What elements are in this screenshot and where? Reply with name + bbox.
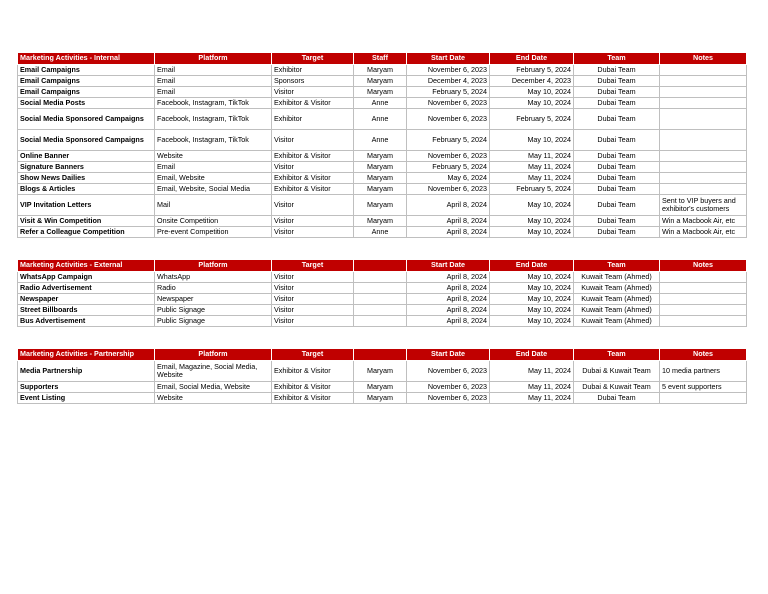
cell-start-date[interactable]: November 6, 2023 [407,382,490,393]
cell-end-date[interactable]: May 10, 2024 [490,87,574,98]
cell-activity[interactable]: Online Banner [18,151,155,162]
cell-end-date[interactable]: May 10, 2024 [490,294,574,305]
cell-target[interactable]: Exhibitor & Visitor [272,382,354,393]
table-row [18,109,747,130]
cell-notes[interactable] [660,316,747,327]
cell-staff[interactable]: Maryam [354,382,407,393]
cell-target[interactable]: Visitor [272,294,354,305]
cell-target[interactable]: Visitor [272,227,354,238]
cell-activity[interactable]: Refer a Colleague Competition [18,227,155,238]
table-row [18,173,747,184]
cell-start-date[interactable]: November 6, 2023 [407,65,490,76]
cell-start-date[interactable]: November 6, 2023 [407,393,490,404]
cell-start-date[interactable]: November 6, 2023 [407,184,490,195]
cell-target[interactable]: Visitor [272,305,354,316]
cell-staff[interactable]: Maryam [354,361,407,382]
cell-activity[interactable]: Visit & Win Competition [18,216,155,227]
internal-activities-table [17,52,747,238]
cell-start-date[interactable]: April 8, 2024 [407,305,490,316]
cell-start-date[interactable]: December 4, 2023 [407,76,490,87]
column-header-notes[interactable]: Notes [660,53,747,65]
column-header-team[interactable]: Team [574,53,660,65]
column-header-start-date[interactable]: Start Date [407,260,490,272]
cell-notes[interactable]: Win a Macbook Air, etc [660,227,747,238]
table-row [18,87,747,98]
cell-platform[interactable]: Email [155,65,272,76]
cell-platform[interactable]: WhatsApp [155,272,272,283]
cell-target[interactable]: Exhibitor & Visitor [272,184,354,195]
cell-platform[interactable]: Email [155,162,272,173]
cell-activity[interactable]: Show News Dailies [18,173,155,184]
cell-notes[interactable] [660,65,747,76]
cell-platform[interactable]: Pre-event Competition [155,227,272,238]
column-header-staff[interactable] [354,349,407,361]
cell-staff[interactable]: Maryam [354,65,407,76]
table-row [18,227,747,238]
cell-start-date[interactable]: April 8, 2024 [407,216,490,227]
table-row [18,216,747,227]
cell-team[interactable]: Dubai Team [574,76,660,87]
cell-platform[interactable]: Mail [155,195,272,216]
header-row [18,349,747,361]
cell-target[interactable]: Exhibitor & Visitor [272,173,354,184]
cell-team[interactable]: Kuwait Team (Ahmed) [574,294,660,305]
cell-target[interactable]: Visitor [272,130,354,151]
cell-platform[interactable]: Website [155,151,272,162]
cell-activity[interactable]: Radio Advertisement [18,283,155,294]
cell-target[interactable]: Sponsors [272,76,354,87]
header-row [18,53,747,65]
spacer [17,238,746,259]
cell-team[interactable]: Dubai Team [574,216,660,227]
cell-start-date[interactable]: April 8, 2024 [407,283,490,294]
cell-target[interactable]: Exhibitor [272,65,354,76]
column-header-activity[interactable]: Marketing Activities - Partnership [18,349,155,361]
column-header-end-date[interactable]: End Date [490,53,574,65]
cell-staff[interactable]: Maryam [354,76,407,87]
cell-end-date[interactable]: May 11, 2024 [490,393,574,404]
cell-notes[interactable] [660,130,747,151]
column-header-staff[interactable] [354,260,407,272]
column-header-notes[interactable]: Notes [660,260,747,272]
cell-notes[interactable] [660,173,747,184]
column-header-team[interactable]: Team [574,349,660,361]
cell-start-date[interactable]: February 5, 2024 [407,130,490,151]
cell-staff[interactable]: Anne [354,109,407,130]
table-row [18,65,747,76]
cell-platform[interactable]: Email [155,87,272,98]
cell-notes[interactable] [660,87,747,98]
column-header-team[interactable]: Team [574,260,660,272]
cell-notes[interactable] [660,393,747,404]
cell-start-date[interactable]: April 8, 2024 [407,272,490,283]
cell-start-date[interactable]: April 8, 2024 [407,227,490,238]
cell-target[interactable]: Exhibitor [272,109,354,130]
cell-platform[interactable]: Facebook, Instagram, TikTok [155,130,272,151]
cell-platform[interactable]: Email [155,76,272,87]
cell-notes[interactable] [660,109,747,130]
cell-notes[interactable] [660,162,747,173]
column-header-start-date[interactable]: Start Date [407,53,490,65]
column-header-platform[interactable]: Platform [155,260,272,272]
cell-end-date[interactable]: May 11, 2024 [490,173,574,184]
column-header-notes[interactable]: Notes [660,349,747,361]
column-header-start-date[interactable]: Start Date [407,349,490,361]
cell-target[interactable]: Exhibitor & Visitor [272,361,354,382]
cell-notes[interactable] [660,76,747,87]
cell-platform[interactable]: Newspaper [155,294,272,305]
cell-end-date[interactable]: May 10, 2024 [490,130,574,151]
cell-end-date[interactable]: May 10, 2024 [490,195,574,216]
cell-target[interactable]: Visitor [272,216,354,227]
cell-activity[interactable]: Street Billboards [18,305,155,316]
cell-end-date[interactable]: May 10, 2024 [490,216,574,227]
column-header-end-date[interactable]: End Date [490,349,574,361]
cell-staff[interactable] [354,283,407,294]
cell-start-date[interactable]: April 8, 2024 [407,294,490,305]
table-row [18,272,747,283]
cell-team[interactable]: Dubai & Kuwait Team [574,361,660,382]
column-header-platform[interactable]: Platform [155,349,272,361]
cell-staff[interactable]: Maryam [354,151,407,162]
cell-notes[interactable]: 5 event supporters [660,382,747,393]
cell-end-date[interactable]: May 10, 2024 [490,283,574,294]
cell-end-date[interactable]: May 10, 2024 [490,305,574,316]
cell-end-date[interactable]: February 5, 2024 [490,184,574,195]
cell-target[interactable]: Visitor [272,162,354,173]
table-row [18,184,747,195]
cell-staff[interactable]: Anne [354,98,407,109]
cell-staff[interactable] [354,272,407,283]
cell-notes[interactable] [660,151,747,162]
cell-staff[interactable]: Maryam [354,216,407,227]
table-row [18,393,747,404]
spreadsheet [17,52,746,404]
cell-platform[interactable]: Email, Social Media, Website [155,382,272,393]
cell-notes[interactable]: 10 media partners [660,361,747,382]
cell-start-date[interactable]: November 6, 2023 [407,98,490,109]
cell-team[interactable]: Dubai Team [574,393,660,404]
cell-platform[interactable]: Public Signage [155,305,272,316]
column-header-end-date[interactable]: End Date [490,260,574,272]
cell-team[interactable]: Dubai Team [574,162,660,173]
cell-activity[interactable]: Newspaper [18,294,155,305]
cell-staff[interactable]: Maryam [354,173,407,184]
cell-platform[interactable]: Email, Website [155,173,272,184]
cell-activity[interactable]: Blogs & Articles [18,184,155,195]
spacer [17,327,746,348]
cell-end-date[interactable]: May 11, 2024 [490,162,574,173]
cell-activity[interactable]: Email Campaigns [18,65,155,76]
cell-start-date[interactable]: April 8, 2024 [407,195,490,216]
cell-team[interactable]: Kuwait Team (Ahmed) [574,305,660,316]
cell-end-date[interactable]: May 11, 2024 [490,361,574,382]
cell-platform[interactable]: Facebook, Instagram, TikTok [155,109,272,130]
cell-team[interactable]: Dubai Team [574,130,660,151]
cell-start-date[interactable]: February 5, 2024 [407,87,490,98]
cell-staff[interactable]: Anne [354,130,407,151]
cell-start-date[interactable]: May 6, 2024 [407,173,490,184]
cell-target[interactable]: Exhibitor & Visitor [272,98,354,109]
column-header-target[interactable]: Target [272,349,354,361]
cell-team[interactable]: Dubai Team [574,98,660,109]
cell-activity[interactable]: Media Partnership [18,361,155,382]
cell-start-date[interactable]: April 8, 2024 [407,316,490,327]
cell-activity[interactable]: Bus Advertisement [18,316,155,327]
table-row [18,162,747,173]
table-row [18,76,747,87]
cell-activity[interactable]: Social Media Sponsored Campaigns [18,130,155,151]
cell-team[interactable]: Dubai & Kuwait Team [574,382,660,393]
cell-staff[interactable]: Maryam [354,162,407,173]
cell-activity[interactable]: WhatsApp Campaign [18,272,155,283]
column-header-target[interactable]: Target [272,53,354,65]
cell-team[interactable]: Kuwait Team (Ahmed) [574,272,660,283]
cell-team[interactable]: Dubai Team [574,227,660,238]
table-row [18,283,747,294]
cell-notes[interactable] [660,294,747,305]
external-activities-table [17,259,747,327]
cell-staff[interactable] [354,316,407,327]
cell-staff[interactable] [354,294,407,305]
cell-activity[interactable]: Social Media Sponsored Campaigns [18,109,155,130]
cell-start-date[interactable]: February 5, 2024 [407,162,490,173]
cell-platform[interactable]: Facebook, Instagram, TikTok [155,98,272,109]
partnership-activities-table [17,348,747,404]
cell-start-date[interactable]: November 6, 2023 [407,151,490,162]
cell-team[interactable]: Kuwait Team (Ahmed) [574,316,660,327]
cell-staff[interactable]: Maryam [354,195,407,216]
cell-target[interactable]: Visitor [272,195,354,216]
cell-start-date[interactable]: November 6, 2023 [407,361,490,382]
cell-platform[interactable]: Email, Website, Social Media [155,184,272,195]
table-row [18,305,747,316]
cell-team[interactable]: Dubai Team [574,65,660,76]
cell-notes[interactable] [660,184,747,195]
cell-end-date[interactable]: December 4, 2023 [490,76,574,87]
cell-target[interactable]: Exhibitor & Visitor [272,151,354,162]
cell-start-date[interactable]: November 6, 2023 [407,109,490,130]
cell-end-date[interactable]: May 10, 2024 [490,316,574,327]
cell-team[interactable]: Dubai Team [574,195,660,216]
cell-target[interactable]: Visitor [272,272,354,283]
cell-target[interactable]: Exhibitor & Visitor [272,393,354,404]
cell-staff[interactable] [354,305,407,316]
cell-staff[interactable]: Maryam [354,393,407,404]
cell-team[interactable]: Dubai Team [574,87,660,98]
column-header-target[interactable]: Target [272,260,354,272]
cell-staff[interactable]: Maryam [354,184,407,195]
cell-staff[interactable]: Maryam [354,87,407,98]
cell-notes[interactable]: Win a Macbook Air, etc [660,216,747,227]
cell-end-date[interactable]: February 5, 2024 [490,109,574,130]
cell-team[interactable]: Dubai Team [574,109,660,130]
cell-team[interactable]: Dubai Team [574,184,660,195]
cell-platform[interactable]: Website [155,393,272,404]
cell-platform[interactable]: Radio [155,283,272,294]
cell-activity[interactable]: Email Campaigns [18,87,155,98]
column-header-activity[interactable]: Marketing Activities - Internal [18,53,155,65]
table-row [18,316,747,327]
header-row [18,260,747,272]
column-header-activity[interactable]: Marketing Activities - External [18,260,155,272]
cell-target[interactable]: Visitor [272,87,354,98]
cell-staff[interactable]: Anne [354,227,407,238]
cell-notes[interactable] [660,283,747,294]
cell-activity[interactable]: Social Media Posts [18,98,155,109]
table-row [18,382,747,393]
cell-end-date[interactable]: May 11, 2024 [490,151,574,162]
cell-notes[interactable]: Sent to VIP buyers and exhibitor's customers [660,195,747,216]
cell-end-date[interactable]: May 10, 2024 [490,272,574,283]
cell-team[interactable]: Dubai Team [574,173,660,184]
cell-platform[interactable]: Public Signage [155,316,272,327]
cell-target[interactable]: Visitor [272,316,354,327]
cell-team[interactable]: Kuwait Team (Ahmed) [574,283,660,294]
cell-team[interactable]: Dubai Team [574,151,660,162]
cell-end-date[interactable]: May 11, 2024 [490,382,574,393]
table-row [18,130,747,151]
table-row [18,195,747,216]
table-row [18,361,747,382]
cell-notes[interactable] [660,98,747,109]
column-header-platform[interactable]: Platform [155,53,272,65]
cell-platform[interactable]: Onsite Competition [155,216,272,227]
cell-platform[interactable]: Email, Magazine, Social Media, Website [155,361,272,382]
cell-notes[interactable] [660,305,747,316]
cell-target[interactable]: Visitor [272,283,354,294]
table-row [18,98,747,109]
cell-activity[interactable]: Email Campaigns [18,76,155,87]
table-row [18,151,747,162]
cell-end-date[interactable]: May 10, 2024 [490,227,574,238]
column-header-staff[interactable]: Staff [354,53,407,65]
cell-activity[interactable]: Event Listing [18,393,155,404]
cell-activity[interactable]: Signature Banners [18,162,155,173]
cell-end-date[interactable]: February 5, 2024 [490,65,574,76]
cell-notes[interactable] [660,272,747,283]
cell-end-date[interactable]: May 10, 2024 [490,98,574,109]
table-row [18,294,747,305]
cell-activity[interactable]: VIP Invitation Letters [18,195,155,216]
cell-activity[interactable]: Supporters [18,382,155,393]
